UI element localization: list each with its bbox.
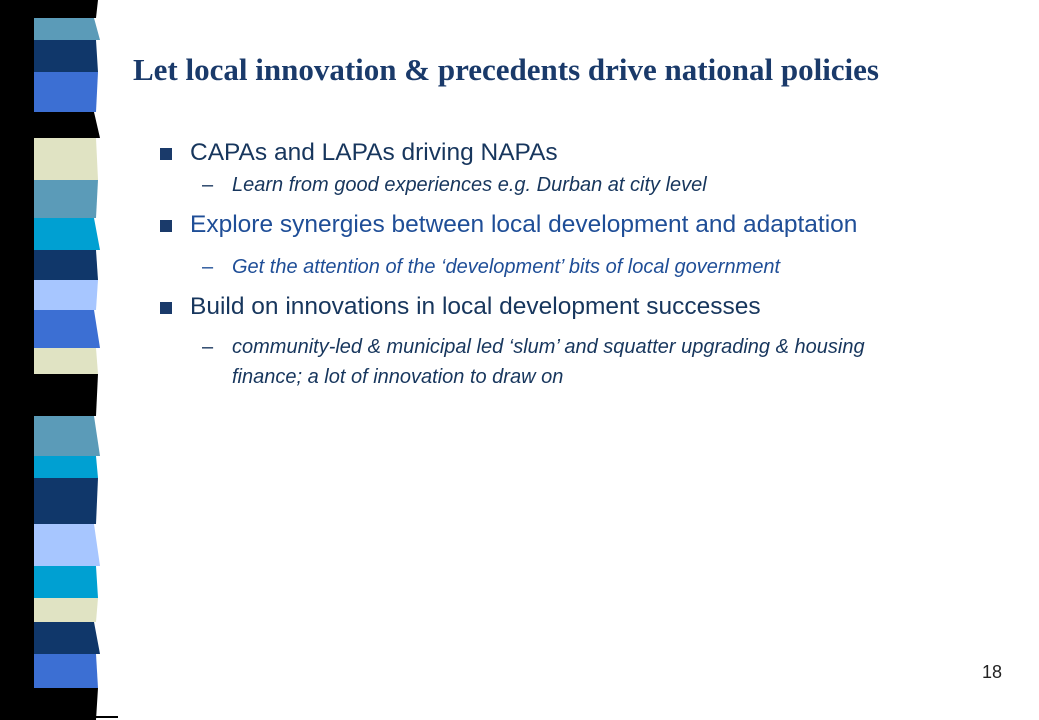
stripe-block [34,180,98,218]
bullet-1 [160,136,920,170]
stripe-block [34,72,98,112]
stripe-block [34,218,100,250]
decorative-stripe [0,0,120,720]
sub-bullet-1-text: Learn from good experiences e.g. Durban at city level [232,174,707,196]
slide-title: Let local innovation & precedents drive national policies [133,52,879,87]
bullet-2-text: Explore synergies between local development and adaptation [190,211,858,238]
stripe-foot [96,716,118,718]
stripe-block [34,456,98,478]
sub-bullet-1: – Learn from good experiences e.g. Durban at city level [202,174,707,196]
stripe-block [34,622,100,654]
stripe-block [34,478,98,524]
stripe-block [34,374,98,416]
sub-bullet-3: – community-led & municipal led ‘slum’ and squatter upgrading & housing finance; a lot of innovation to draw on [202,336,865,388]
square-bullet-icon [160,302,172,314]
stripe-block [34,524,100,566]
stripe-block [34,0,98,18]
bullet-3 [160,290,920,324]
bullet-3-text: Build on innovations in local development successes [190,293,761,320]
stripe-block [34,654,98,688]
stripe-block [34,112,100,138]
stripe-block [34,250,98,280]
stripe-block [34,280,98,310]
stripe-block [34,566,98,598]
sub-bullet-2-text: Get the attention of the ‘development’ bits of local government [232,256,781,278]
stripe-block [34,416,100,456]
slide-content [160,136,920,392]
page-number: 18 [982,662,1003,682]
stripe-block [34,18,100,40]
sub-bullet-3-text: community-led & municipal led ‘slum’ and squatter upgrading & housing finance; a lot of innovation to draw on [232,336,865,388]
stripe-block [34,138,98,180]
stripe-block [34,40,98,72]
stripe-block [34,348,98,374]
square-bullet-icon [160,148,172,160]
square-bullet-icon [160,220,172,232]
stripe-block [34,688,98,720]
bullet-2 [160,208,920,242]
sub-bullet-2: – Get the attention of the ‘development’ bits of local government [202,256,781,278]
stripe-left-edge [0,0,34,720]
stripe-block [34,598,98,622]
stripe-block [34,310,100,348]
bullet-1-text: CAPAs and LAPAs driving NAPAs [190,139,558,166]
